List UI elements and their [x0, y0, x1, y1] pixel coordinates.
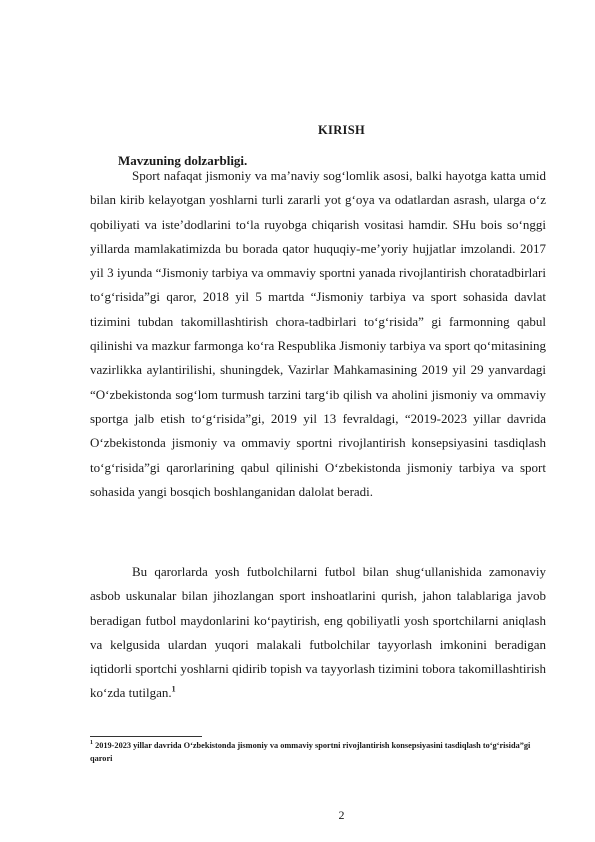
paragraph-2-block — [90, 560, 546, 706]
paragraph-1-block — [90, 164, 546, 504]
footnote-number: 1 — [90, 740, 93, 747]
footnote-reference[interactable]: 1 — [171, 685, 176, 695]
paragraph-2 — [90, 560, 546, 706]
page-number: 2 — [338, 808, 345, 822]
footnote-separator — [90, 736, 202, 737]
page-heading: KIRISH — [318, 123, 365, 137]
footnote-text: 2019-2023 yillar davrida O‘zbekistonda jismoniy va ommaviy sportni rivojlantirish konsepsiyasini tasdiqlash to‘g‘risida”gi qarori — [90, 741, 531, 763]
section-title: Mavzuning dolzarbligi. — [118, 153, 248, 168]
paragraph-2-text: Bu qarorlarda yosh futbolchilarni futbol bilan shug‘ullanishida zamonaviy asbob uskunalar bilan jihozlangan sport inshoatlarini qurish, jahon talablariga javob beradigan futbol maydonlarini ko‘paytirish, eng qobiliyatli yosh sportchilarni aniqlash va kelgusida ulardan yuqori malakali futbolchilar tayyorlash imkonini beradigan iqtidorli sportchi yoshlarni qidirib topish va tayyorlash tizimini tobora takomillashtirish ko‘zda tutilgan. — [90, 564, 546, 701]
paragraph-1: Sport nafaqat jismoniy va ma’naviy sog‘lomlik asosi, balki hayotga katta umid bilan kirib kelayotgan yoshlarni turli zararli yot g‘oya va odatlardan asrash, ularga o‘z qobiliyati va iste’dodlarini to‘la ruyobga chiqarish vositasi hamdir. SHu bois so‘nggi yillarda mamlakatimizda bu borada qator huquqiy-me’yoriy hujjatlar imzolandi. 2017 yil 3 iyunda “Jismoniy tarbiya va ommaviy sportni yanada rivojlantirish choratadbirlari to‘g‘risida”gi qaror, 2018 yil 5 martda “Jismoniy tarbiya va sport sohasida davlat tizimini tubdan takomillashtirish chora-tadbirlari to‘g‘risida” gi farmonning qabul qilinishi va mazkur farmonga ko‘ra Respublika Jismoniy tarbiya va sport qo‘mitasining vazirlikka aylantirilishi, shuningdek, Vazirlar Mahkamasining 2019 yil 29 yanvardagi “O‘zbekistonda sog‘lom turmush tarzini targ‘ib qilish va aholini jismoniy va ommaviy sportga jalb etish to‘g‘risida”gi, 2019 yil 13 fevraldagi, “2019-2023 yillar davrida O‘zbekistonda jismoniy va ommaviy sportni rivojlantirish konsepsiyasini tasdiqlash to‘g‘risida”gi qarorlarining qabul qilinishi O‘zbekistonda jismoniy tarbiya va sport sohasida yangi bosqich boshlanganidan dalolat beradi. — [90, 168, 546, 499]
footnote — [90, 739, 550, 765]
